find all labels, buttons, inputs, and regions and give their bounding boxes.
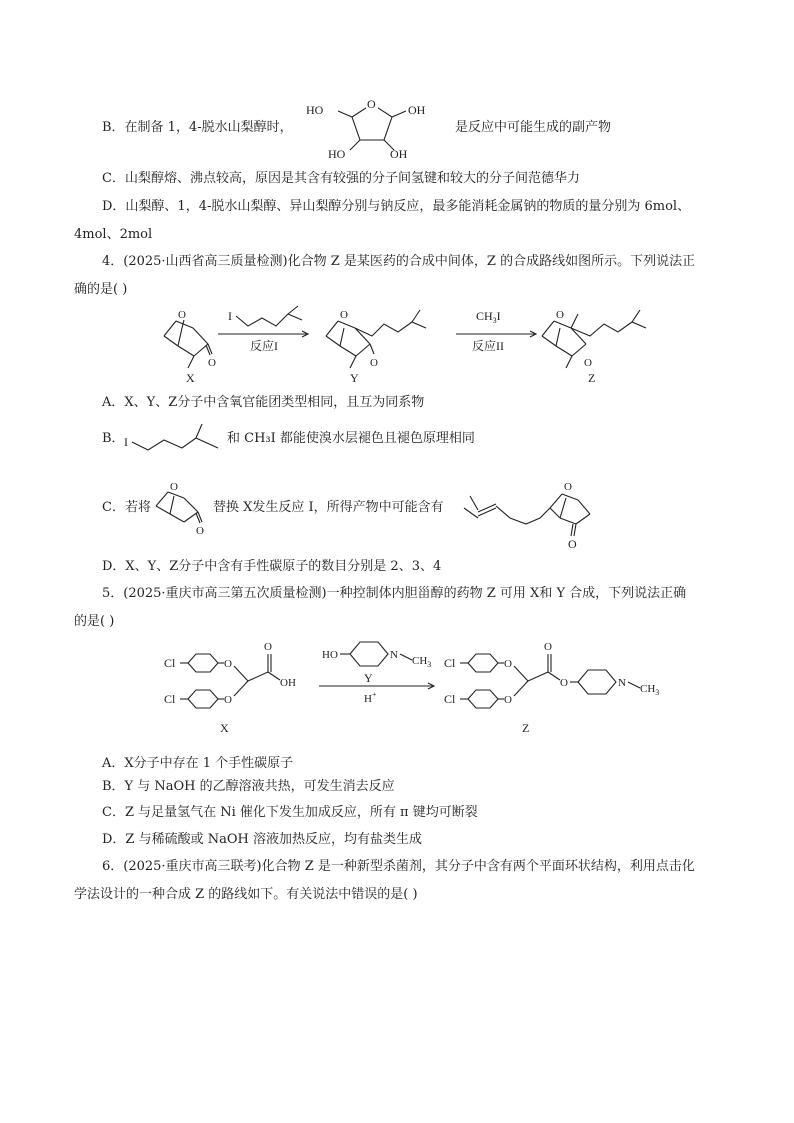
- q5-reaction-scheme: [164, 636, 684, 736]
- furanose-ho-left: HO: [306, 103, 324, 117]
- z-carbonyl-o: O: [544, 641, 552, 653]
- q3-option-b-suffix: 是反应中可能生成的副产物: [455, 120, 612, 135]
- q5-option-d: D．Z 与稀硫酸或 NaOH 溶液加热反应，均有盐类生成: [102, 832, 422, 847]
- q6-stem-line1: 6．(2025·重庆市高三联考)化合物 Z 是一种新型杀菌剂，其分子中含有两个平面环状结构，利用点击化: [102, 859, 695, 874]
- x-bridge-oxygen: O: [178, 309, 186, 321]
- q5-option-b: B．Y 与 NaOH 的乙醇溶液共热，可发生消去反应: [102, 779, 395, 794]
- q4-option-c-mid: 替换 X发生反应 I，所得产物中可能含有: [213, 500, 444, 515]
- q3-option-b-prefix: B．在制备 1，4-脱水山梨醇时，: [102, 120, 293, 135]
- compound-y: [326, 309, 426, 385]
- z-methyl: $CH_3$: [640, 683, 660, 697]
- product-ketone-oxygen: O: [568, 537, 577, 551]
- c-ketone-oxygen: O: [196, 525, 204, 537]
- z-ether-o-bottom: O: [504, 694, 512, 706]
- q4-option-b-suffix: 和 CH₃I 都能使溴水层褪色且褪色原理相同: [227, 431, 475, 446]
- x-ketone-oxygen: O: [208, 357, 216, 369]
- label-z: Z: [588, 371, 596, 385]
- b-iodine-label: I: [124, 435, 128, 449]
- q4-stem-line2: 确的是( ): [74, 282, 128, 297]
- x-cl-top: Cl: [164, 656, 176, 670]
- z-bridge-oxygen: O: [556, 309, 564, 321]
- label-y: Y: [350, 371, 359, 385]
- z-nitrogen: N: [618, 677, 626, 689]
- x-carbonyl-o: O: [264, 641, 272, 653]
- q4-c-product-structure: [460, 478, 610, 550]
- x-ether-o-top: O: [224, 658, 232, 670]
- q5-stem-line2: 的是( ): [74, 614, 115, 629]
- reaction-label-1: 反应I: [250, 339, 278, 353]
- q4-b-iodo-alkene: [122, 420, 232, 456]
- y-methyl: $CH_3$: [412, 655, 432, 669]
- furanose-oh-bottom: OH: [390, 147, 408, 161]
- q5-stem-line1: 5．(2025·重庆市高三第五次质量检测)一种控制体内胆甾醇的药物 Z 可用 X和 Y 合成，下列说法正确: [102, 586, 687, 601]
- q5-option-c: C．Z 与足量氢气在 Ni 催化下发生加成反应，所有 π 键均可断裂: [102, 805, 478, 820]
- q4-option-d: D．X、Y、Z分子中含有手性碳原子的数目分别是 2、3、4: [102, 559, 442, 574]
- label-x-q5: X: [220, 721, 229, 735]
- reagent-iodide: I: [228, 309, 232, 323]
- z-ether-o-top: O: [504, 658, 512, 670]
- x-ether-o-bottom: O: [224, 694, 232, 706]
- q3-option-c: C．山梨醇熔、沸点较高，原因是其含有较强的分子间氢键和较大的分子间范德华力: [102, 171, 580, 186]
- y-hydroxyl: HO: [322, 649, 338, 661]
- compound-z-q5: [444, 641, 659, 735]
- reaction-arrow-2: [456, 309, 536, 353]
- q5-reaction-arrow: [319, 642, 434, 705]
- x-hydroxyl: OH: [280, 677, 296, 689]
- z-cl-top: Cl: [444, 656, 456, 670]
- y-nitrogen: N: [390, 649, 398, 661]
- reaction-arrow-1: [218, 306, 308, 353]
- y-bridge-oxygen: O: [340, 309, 348, 321]
- catalyst-h-plus: H+: [364, 690, 377, 705]
- z-ketone-oxygen: O: [584, 357, 592, 369]
- compound-x-q5: [164, 641, 296, 735]
- q3-option-d-line1: D．山梨醇、1，4-脱水山梨醇、异山梨醇分别与钠反应，最多能消耗金属钠的物质的量分别为 6mol、: [102, 199, 691, 214]
- q3-option-d-line2: 4mol、2mol: [74, 227, 153, 242]
- c-bridge-oxygen: O: [170, 481, 178, 493]
- q5-option-a: A．X分子中存在 1 个手性碳原子: [102, 756, 294, 771]
- q6-stem-line2: 学法设计的一种合成 Z 的路线如下。有关说法中错误的是( ): [74, 887, 418, 902]
- label-x: X: [186, 371, 195, 385]
- product-bridge-oxygen: O: [564, 481, 572, 493]
- label-z-q5: Z: [522, 721, 530, 735]
- q4-stem-line1: 4．(2025·山西省高三质量检测)化合物 Z 是某医药的合成中间体，Z 的合成路线如图所示。下列说法正: [102, 254, 696, 269]
- q4-c-bicyclic-ketone: [152, 478, 214, 537]
- q4-option-c-prefix: C．若将: [102, 500, 151, 515]
- q4-reaction-scheme: [158, 306, 658, 384]
- furanose-ring-oxygen: O: [367, 97, 376, 111]
- z-cl-bottom: Cl: [444, 692, 456, 706]
- reaction-label-2: 反应II: [472, 339, 504, 353]
- compound-z: [542, 309, 646, 385]
- reagent-methyl-iodide: $CH_3I$: [476, 309, 501, 325]
- furanose-ho-bottom: HO: [328, 147, 346, 161]
- furanose-structure: [300, 94, 450, 164]
- label-y-q5: Y: [364, 671, 373, 685]
- q4-option-b-prefix: B．: [102, 431, 125, 446]
- compound-x: [164, 309, 216, 385]
- furanose-oh-right: OH: [408, 103, 426, 117]
- y-ketone-oxygen: O: [370, 357, 378, 369]
- z-ester-o: O: [560, 677, 568, 689]
- x-cl-bottom: Cl: [164, 692, 176, 706]
- q4-option-a: A．X、Y、Z分子中含氧官能团类型相同，且互为同系物: [102, 395, 425, 410]
